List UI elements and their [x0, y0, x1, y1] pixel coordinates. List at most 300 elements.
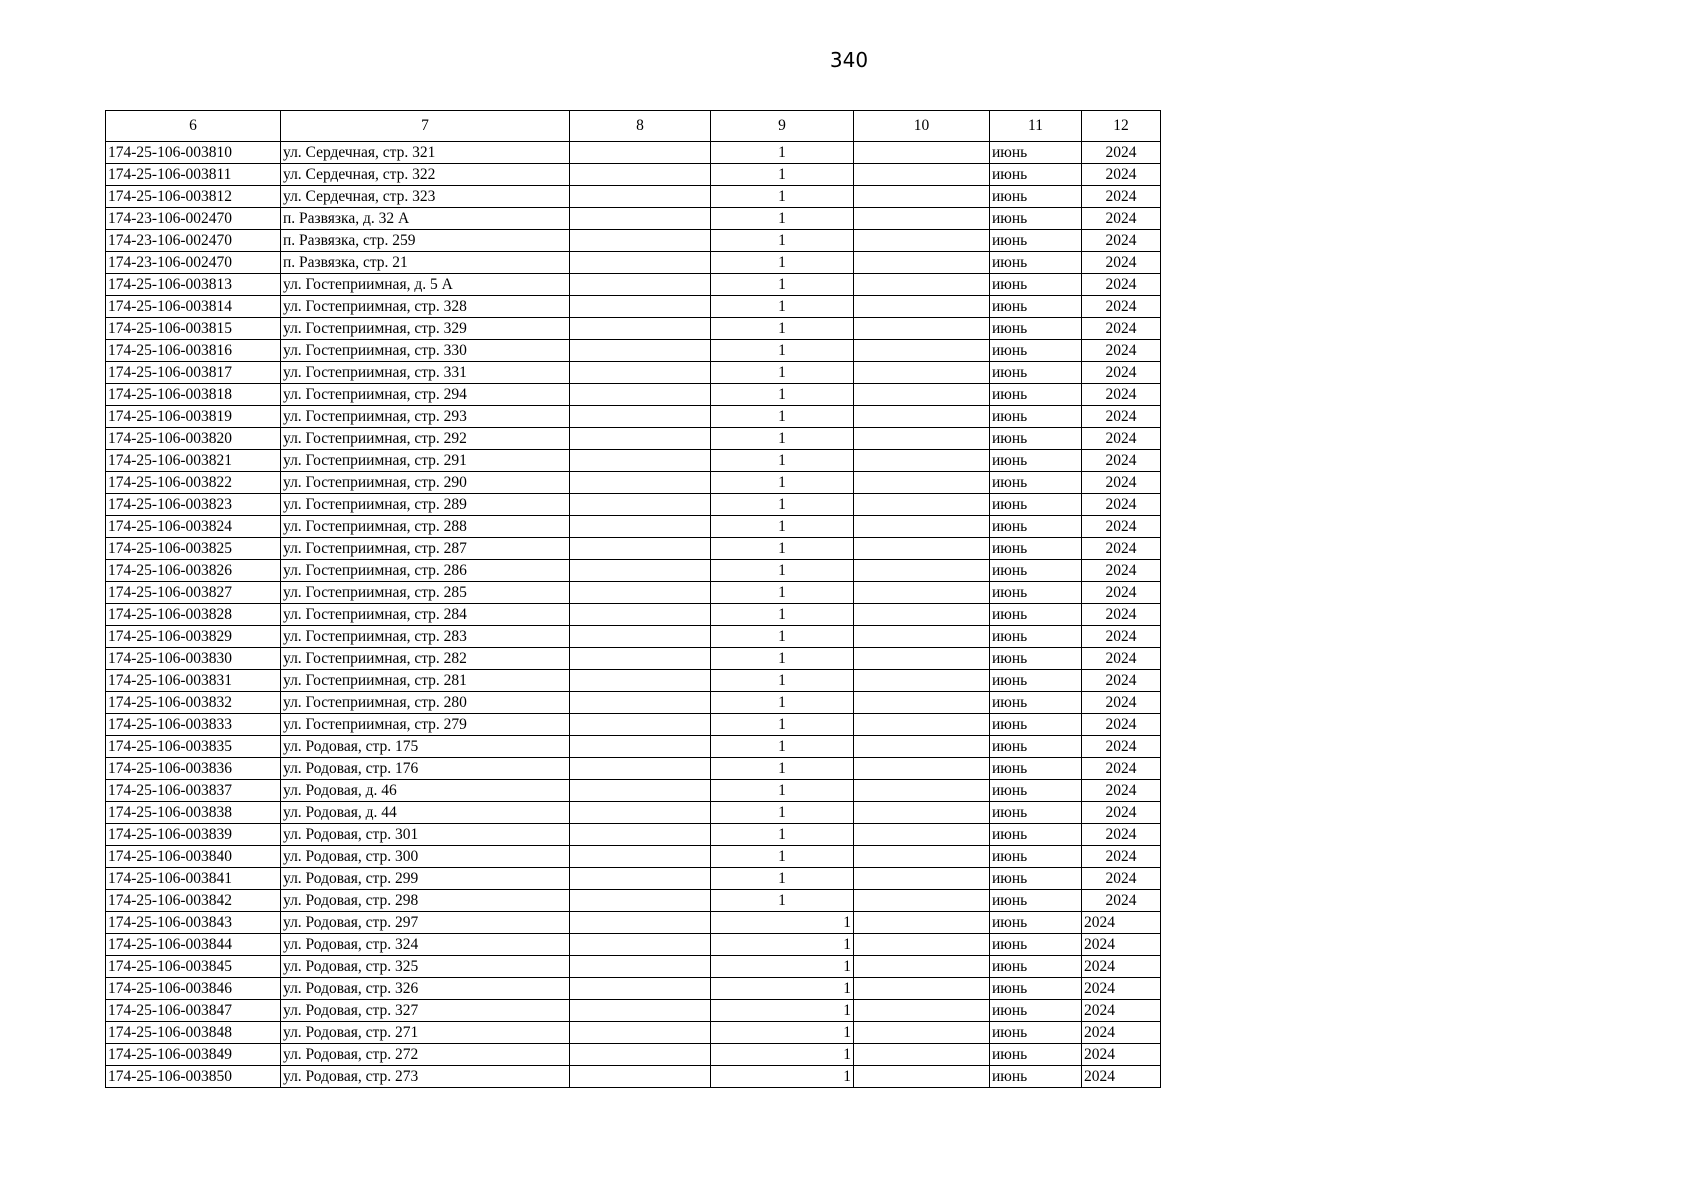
address-cell: ул. Гостеприимная, стр. 283 — [281, 626, 570, 648]
cadastral-number-cell: 174-25-106-003842 — [106, 890, 281, 912]
month-cell: июнь — [990, 538, 1082, 560]
address-cell: ул. Гостеприимная, стр. 284 — [281, 604, 570, 626]
month-cell: июнь — [990, 648, 1082, 670]
cadastral-number-cell: 174-25-106-003824 — [106, 516, 281, 538]
cadastral-number-cell: 174-25-106-003826 — [106, 560, 281, 582]
col-8-cell — [570, 1000, 711, 1022]
col-9-cell: 1 — [711, 340, 854, 362]
month-cell: июнь — [990, 428, 1082, 450]
cadastral-number-cell: 174-23-106-002470 — [106, 208, 281, 230]
address-cell: ул. Родовая, стр. 271 — [281, 1022, 570, 1044]
table-row — [106, 692, 1161, 714]
col-9-cell: 1 — [711, 1066, 854, 1088]
month-cell: июнь — [990, 692, 1082, 714]
col-9-cell: 1 — [711, 406, 854, 428]
col-8-cell — [570, 1044, 711, 1066]
address-cell: ул. Гостеприимная, стр. 294 — [281, 384, 570, 406]
month-cell: июнь — [990, 780, 1082, 802]
col-10-cell — [854, 340, 990, 362]
cadastral-number-cell: 174-25-106-003849 — [106, 1044, 281, 1066]
address-cell: ул. Гостеприимная, д. 5 А — [281, 274, 570, 296]
col-8-cell — [570, 450, 711, 472]
col-9-cell: 1 — [711, 626, 854, 648]
cadastral-number-cell: 174-25-106-003838 — [106, 802, 281, 824]
cadastral-number-cell: 174-25-106-003817 — [106, 362, 281, 384]
address-cell: ул. Гостеприимная, стр. 289 — [281, 494, 570, 516]
table-row — [106, 406, 1161, 428]
year-cell: 2024 — [1082, 912, 1161, 934]
address-cell: ул. Гостеприимная, стр. 285 — [281, 582, 570, 604]
cadastral-number-cell: 174-25-106-003814 — [106, 296, 281, 318]
year-cell: 2024 — [1082, 142, 1161, 164]
col-10-cell — [854, 736, 990, 758]
cadastral-number-cell: 174-25-106-003827 — [106, 582, 281, 604]
col-8-cell — [570, 560, 711, 582]
month-cell: июнь — [990, 142, 1082, 164]
col-9-cell: 1 — [711, 538, 854, 560]
month-cell: июнь — [990, 890, 1082, 912]
col-8-cell — [570, 186, 711, 208]
month-cell: июнь — [990, 186, 1082, 208]
col-8-cell — [570, 142, 711, 164]
cadastral-number-cell: 174-25-106-003815 — [106, 318, 281, 340]
address-cell: ул. Родовая, стр. 299 — [281, 868, 570, 890]
year-cell: 2024 — [1082, 670, 1161, 692]
address-cell: ул. Гостеприимная, стр. 281 — [281, 670, 570, 692]
year-cell: 2024 — [1082, 252, 1161, 274]
column-header-12: 12 — [1082, 111, 1161, 142]
col-9-cell: 1 — [711, 1044, 854, 1066]
col-10-cell — [854, 934, 990, 956]
address-cell: ул. Гостеприимная, стр. 290 — [281, 472, 570, 494]
cadastral-number-cell: 174-25-106-003829 — [106, 626, 281, 648]
col-9-cell: 1 — [711, 868, 854, 890]
table-row — [106, 142, 1161, 164]
col-9-cell: 1 — [711, 450, 854, 472]
address-cell: ул. Гостеприимная, стр. 286 — [281, 560, 570, 582]
col-10-cell — [854, 626, 990, 648]
table-row — [106, 956, 1161, 978]
year-cell: 2024 — [1082, 604, 1161, 626]
month-cell: июнь — [990, 340, 1082, 362]
address-cell: ул. Родовая, стр. 326 — [281, 978, 570, 1000]
table-row — [106, 780, 1161, 802]
table-row — [106, 362, 1161, 384]
cadastral-number-cell: 174-25-106-003819 — [106, 406, 281, 428]
col-9-cell: 1 — [711, 780, 854, 802]
table-row — [106, 208, 1161, 230]
table-row — [106, 758, 1161, 780]
cadastral-number-cell: 174-25-106-003846 — [106, 978, 281, 1000]
address-cell: ул. Родовая, стр. 301 — [281, 824, 570, 846]
table-row — [106, 296, 1161, 318]
table-row — [106, 714, 1161, 736]
cadastral-number-cell: 174-25-106-003843 — [106, 912, 281, 934]
col-8-cell — [570, 868, 711, 890]
cadastral-number-cell: 174-25-106-003830 — [106, 648, 281, 670]
table-row — [106, 1066, 1161, 1088]
year-cell: 2024 — [1082, 1022, 1161, 1044]
cadastral-number-cell: 174-25-106-003839 — [106, 824, 281, 846]
year-cell: 2024 — [1082, 318, 1161, 340]
year-cell: 2024 — [1082, 164, 1161, 186]
table-row — [106, 648, 1161, 670]
col-10-cell — [854, 450, 990, 472]
col-10-cell — [854, 1000, 990, 1022]
year-cell: 2024 — [1082, 956, 1161, 978]
col-9-cell: 1 — [711, 164, 854, 186]
page-number: 340 — [829, 48, 869, 72]
month-cell: июнь — [990, 956, 1082, 978]
col-9-cell: 1 — [711, 472, 854, 494]
col-8-cell — [570, 1022, 711, 1044]
col-10-cell — [854, 164, 990, 186]
year-cell: 2024 — [1082, 362, 1161, 384]
col-8-cell — [570, 340, 711, 362]
col-10-cell — [854, 538, 990, 560]
col-8-cell — [570, 890, 711, 912]
col-8-cell — [570, 318, 711, 340]
month-cell: июнь — [990, 516, 1082, 538]
month-cell: июнь — [990, 252, 1082, 274]
col-9-cell: 1 — [711, 186, 854, 208]
col-10-cell — [854, 912, 990, 934]
year-cell: 2024 — [1082, 1066, 1161, 1088]
year-cell: 2024 — [1082, 186, 1161, 208]
col-8-cell — [570, 714, 711, 736]
cadastral-number-cell: 174-25-106-003823 — [106, 494, 281, 516]
year-cell: 2024 — [1082, 538, 1161, 560]
address-cell: ул. Родовая, стр. 273 — [281, 1066, 570, 1088]
year-cell: 2024 — [1082, 428, 1161, 450]
col-8-cell — [570, 780, 711, 802]
address-cell: ул. Гостеприимная, стр. 331 — [281, 362, 570, 384]
month-cell: июнь — [990, 230, 1082, 252]
address-cell: ул. Родовая, стр. 327 — [281, 1000, 570, 1022]
col-9-cell: 1 — [711, 384, 854, 406]
col-10-cell — [854, 186, 990, 208]
address-cell: ул. Гостеприимная, стр. 287 — [281, 538, 570, 560]
col-10-cell — [854, 274, 990, 296]
col-9-cell: 1 — [711, 428, 854, 450]
cadastral-number-cell: 174-25-106-003835 — [106, 736, 281, 758]
column-header-9: 9 — [711, 111, 854, 142]
table-row — [106, 1000, 1161, 1022]
col-9-cell: 1 — [711, 1000, 854, 1022]
table-row — [106, 1022, 1161, 1044]
col-8-cell — [570, 648, 711, 670]
col-10-cell — [854, 868, 990, 890]
year-cell: 2024 — [1082, 450, 1161, 472]
table-row — [106, 538, 1161, 560]
address-cell: ул. Родовая, стр. 300 — [281, 846, 570, 868]
col-9-cell: 1 — [711, 252, 854, 274]
col-10-cell — [854, 494, 990, 516]
col-10-cell — [854, 956, 990, 978]
col-8-cell — [570, 472, 711, 494]
col-9-cell: 1 — [711, 934, 854, 956]
month-cell: июнь — [990, 406, 1082, 428]
year-cell: 2024 — [1082, 890, 1161, 912]
month-cell: июнь — [990, 274, 1082, 296]
col-10-cell — [854, 296, 990, 318]
address-cell: ул. Сердечная, стр. 322 — [281, 164, 570, 186]
year-cell: 2024 — [1082, 802, 1161, 824]
col-8-cell — [570, 208, 711, 230]
year-cell: 2024 — [1082, 780, 1161, 802]
month-cell: июнь — [990, 1000, 1082, 1022]
cadastral-number-cell: 174-25-106-003810 — [106, 142, 281, 164]
month-cell: июнь — [990, 934, 1082, 956]
col-10-cell — [854, 516, 990, 538]
cadastral-number-cell: 174-25-106-003821 — [106, 450, 281, 472]
month-cell: июнь — [990, 384, 1082, 406]
cadastral-number-cell: 174-25-106-003841 — [106, 868, 281, 890]
col-9-cell: 1 — [711, 692, 854, 714]
col-9-cell: 1 — [711, 956, 854, 978]
month-cell: июнь — [990, 472, 1082, 494]
cadastral-number-cell: 174-25-106-003836 — [106, 758, 281, 780]
year-cell: 2024 — [1082, 296, 1161, 318]
col-10-cell — [854, 648, 990, 670]
address-cell: ул. Гостеприимная, стр. 291 — [281, 450, 570, 472]
col-9-cell: 1 — [711, 846, 854, 868]
table-row — [106, 384, 1161, 406]
month-cell: июнь — [990, 494, 1082, 516]
month-cell: июнь — [990, 978, 1082, 1000]
cadastral-number-cell: 174-25-106-003850 — [106, 1066, 281, 1088]
year-cell: 2024 — [1082, 626, 1161, 648]
cadastral-number-cell: 174-25-106-003831 — [106, 670, 281, 692]
col-10-cell — [854, 670, 990, 692]
table-row — [106, 428, 1161, 450]
col-8-cell — [570, 912, 711, 934]
column-header-6: 6 — [106, 111, 281, 142]
col-8-cell — [570, 428, 711, 450]
address-cell: ул. Гостеприимная, стр. 292 — [281, 428, 570, 450]
table-row — [106, 582, 1161, 604]
table-row — [106, 164, 1161, 186]
address-cell: ул. Родовая, стр. 176 — [281, 758, 570, 780]
address-cell: ул. Родовая, стр. 298 — [281, 890, 570, 912]
address-cell: ул. Гостеприимная, стр. 293 — [281, 406, 570, 428]
col-9-cell: 1 — [711, 890, 854, 912]
year-cell: 2024 — [1082, 274, 1161, 296]
col-8-cell — [570, 296, 711, 318]
cadastral-number-cell: 174-25-106-003818 — [106, 384, 281, 406]
col-8-cell — [570, 670, 711, 692]
year-cell: 2024 — [1082, 758, 1161, 780]
year-cell: 2024 — [1082, 846, 1161, 868]
col-8-cell — [570, 956, 711, 978]
col-9-cell: 1 — [711, 978, 854, 1000]
year-cell: 2024 — [1082, 934, 1161, 956]
col-8-cell — [570, 626, 711, 648]
col-10-cell — [854, 582, 990, 604]
table-row — [106, 824, 1161, 846]
column-header-11: 11 — [990, 111, 1082, 142]
month-cell: июнь — [990, 450, 1082, 472]
month-cell: июнь — [990, 164, 1082, 186]
col-10-cell — [854, 604, 990, 626]
col-9-cell: 1 — [711, 824, 854, 846]
year-cell: 2024 — [1082, 472, 1161, 494]
year-cell: 2024 — [1082, 648, 1161, 670]
address-cell: ул. Гостеприимная, стр. 282 — [281, 648, 570, 670]
col-8-cell — [570, 1066, 711, 1088]
table-row — [106, 516, 1161, 538]
cadastral-number-cell: 174-25-106-003820 — [106, 428, 281, 450]
table-row — [106, 340, 1161, 362]
col-9-cell: 1 — [711, 648, 854, 670]
month-cell: июнь — [990, 714, 1082, 736]
address-cell: ул. Родовая, стр. 175 — [281, 736, 570, 758]
address-cell: ул. Гостеприимная, стр. 329 — [281, 318, 570, 340]
month-cell: июнь — [990, 626, 1082, 648]
col-10-cell — [854, 252, 990, 274]
col-10-cell — [854, 362, 990, 384]
year-cell: 2024 — [1082, 1044, 1161, 1066]
col-10-cell — [854, 472, 990, 494]
col-10-cell — [854, 384, 990, 406]
year-cell: 2024 — [1082, 208, 1161, 230]
month-cell: июнь — [990, 1044, 1082, 1066]
col-9-cell: 1 — [711, 670, 854, 692]
year-cell: 2024 — [1082, 406, 1161, 428]
table-row — [106, 912, 1161, 934]
col-10-cell — [854, 802, 990, 824]
col-10-cell — [854, 208, 990, 230]
col-10-cell — [854, 318, 990, 340]
month-cell: июнь — [990, 736, 1082, 758]
cadastral-number-cell: 174-25-106-003825 — [106, 538, 281, 560]
col-9-cell: 1 — [711, 274, 854, 296]
cadastral-number-cell: 174-25-106-003816 — [106, 340, 281, 362]
year-cell: 2024 — [1082, 516, 1161, 538]
table-row — [106, 846, 1161, 868]
year-cell: 2024 — [1082, 340, 1161, 362]
data-table — [105, 110, 1161, 1088]
address-cell: ул. Гостеприимная, стр. 328 — [281, 296, 570, 318]
col-10-cell — [854, 230, 990, 252]
col-9-cell: 1 — [711, 208, 854, 230]
column-header-10: 10 — [854, 111, 990, 142]
col-10-cell — [854, 758, 990, 780]
month-cell: июнь — [990, 670, 1082, 692]
year-cell: 2024 — [1082, 978, 1161, 1000]
col-9-cell: 1 — [711, 142, 854, 164]
month-cell: июнь — [990, 362, 1082, 384]
month-cell: июнь — [990, 824, 1082, 846]
year-cell: 2024 — [1082, 494, 1161, 516]
col-9-cell: 1 — [711, 604, 854, 626]
cadastral-number-cell: 174-25-106-003845 — [106, 956, 281, 978]
address-cell: ул. Сердечная, стр. 321 — [281, 142, 570, 164]
col-8-cell — [570, 274, 711, 296]
table-row — [106, 626, 1161, 648]
table-row — [106, 802, 1161, 824]
col-10-cell — [854, 824, 990, 846]
col-10-cell — [854, 428, 990, 450]
address-cell: ул. Родовая, стр. 297 — [281, 912, 570, 934]
col-9-cell: 1 — [711, 296, 854, 318]
cadastral-number-cell: 174-23-106-002470 — [106, 252, 281, 274]
year-cell: 2024 — [1082, 868, 1161, 890]
cadastral-number-cell: 174-25-106-003847 — [106, 1000, 281, 1022]
col-9-cell: 1 — [711, 802, 854, 824]
col-8-cell — [570, 824, 711, 846]
col-8-cell — [570, 692, 711, 714]
month-cell: июнь — [990, 868, 1082, 890]
column-header-8: 8 — [570, 111, 711, 142]
year-cell: 2024 — [1082, 736, 1161, 758]
col-9-cell: 1 — [711, 362, 854, 384]
table-row — [106, 736, 1161, 758]
col-8-cell — [570, 538, 711, 560]
month-cell: июнь — [990, 318, 1082, 340]
col-9-cell: 1 — [711, 714, 854, 736]
header-row — [106, 111, 1161, 142]
col-9-cell: 1 — [711, 758, 854, 780]
col-9-cell: 1 — [711, 1022, 854, 1044]
col-8-cell — [570, 934, 711, 956]
col-10-cell — [854, 714, 990, 736]
table-row — [106, 978, 1161, 1000]
year-cell: 2024 — [1082, 560, 1161, 582]
month-cell: июнь — [990, 1066, 1082, 1088]
col-10-cell — [854, 890, 990, 912]
col-8-cell — [570, 604, 711, 626]
table-row — [106, 472, 1161, 494]
cadastral-number-cell: 174-23-106-002470 — [106, 230, 281, 252]
month-cell: июнь — [990, 296, 1082, 318]
cadastral-number-cell: 174-25-106-003832 — [106, 692, 281, 714]
col-8-cell — [570, 758, 711, 780]
table-body — [106, 142, 1161, 1088]
col-10-cell — [854, 692, 990, 714]
month-cell: июнь — [990, 604, 1082, 626]
table-row — [106, 318, 1161, 340]
table-row — [106, 934, 1161, 956]
table-row — [106, 560, 1161, 582]
address-cell: ул. Гостеприимная, стр. 279 — [281, 714, 570, 736]
year-cell: 2024 — [1082, 384, 1161, 406]
address-cell: ул. Родовая, стр. 272 — [281, 1044, 570, 1066]
month-cell: июнь — [990, 208, 1082, 230]
col-8-cell — [570, 252, 711, 274]
col-8-cell — [570, 736, 711, 758]
col-10-cell — [854, 142, 990, 164]
col-8-cell — [570, 164, 711, 186]
col-10-cell — [854, 846, 990, 868]
address-cell: ул. Гостеприимная, стр. 288 — [281, 516, 570, 538]
col-9-cell: 1 — [711, 230, 854, 252]
col-9-cell: 1 — [711, 582, 854, 604]
col-8-cell — [570, 494, 711, 516]
year-cell: 2024 — [1082, 714, 1161, 736]
table-row — [106, 230, 1161, 252]
month-cell: июнь — [990, 846, 1082, 868]
table-row — [106, 274, 1161, 296]
col-10-cell — [854, 780, 990, 802]
col-8-cell — [570, 384, 711, 406]
address-cell: ул. Родовая, д. 46 — [281, 780, 570, 802]
col-8-cell — [570, 802, 711, 824]
cadastral-number-cell: 174-25-106-003811 — [106, 164, 281, 186]
address-cell: ул. Гостеприимная, стр. 330 — [281, 340, 570, 362]
col-9-cell: 1 — [711, 736, 854, 758]
cadastral-number-cell: 174-25-106-003828 — [106, 604, 281, 626]
